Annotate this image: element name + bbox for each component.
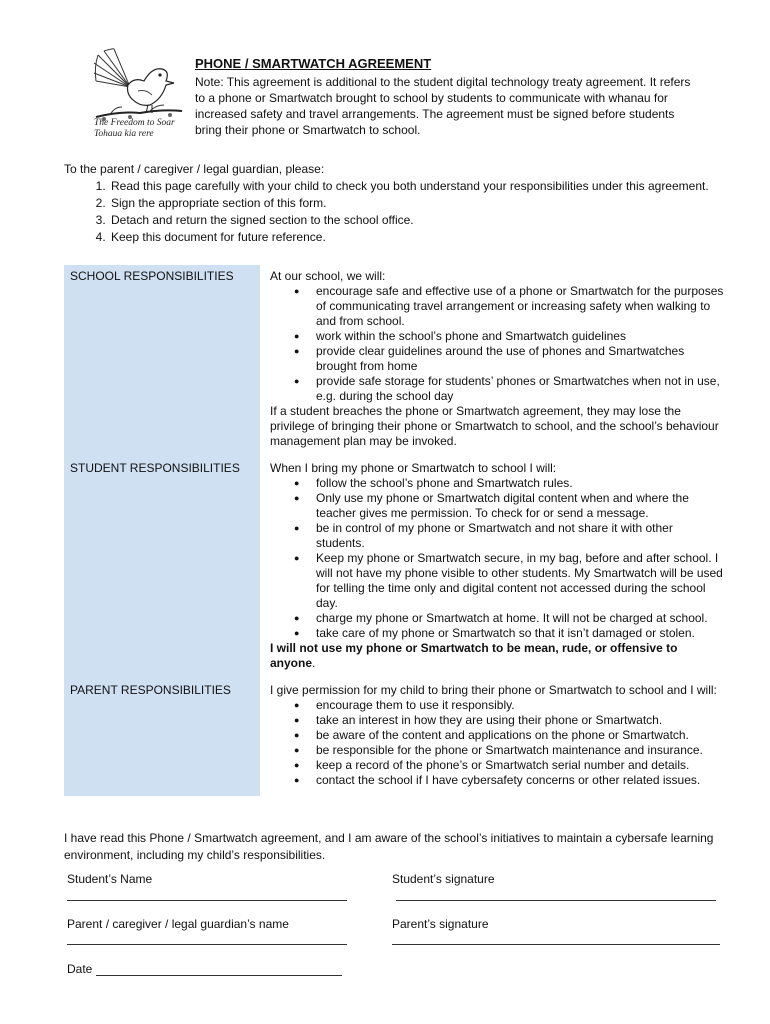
list-item: ● encourage them to use it responsibly. (316, 698, 724, 713)
agreement-note: Note: This agreement is additional to the student digital technology treaty agreement. It refers to a phone or Smartwatch brought to school by students to communicate with whanau for increased safety and travel arrangements. The agreement must be signed before students bring their phone or Smartwatch to school. (195, 75, 691, 137)
list-item: ● take care of my phone or Smartwatch so that it isn’t damaged or stolen. (316, 626, 724, 641)
student-signature-label: Student’s signature (392, 872, 495, 886)
instruction-item: 3. Detach and return the signed section to the school office. (109, 212, 744, 229)
list-item: ● keep a record of the phone’s or Smartwatch serial number and details. (316, 758, 724, 773)
list-item: ● Only use my phone or Smartwatch digital content when and where the teacher gives me permission. To check for or send a message. (316, 491, 724, 521)
parent-lead: I give permission for my child to bring their phone or Smartwatch to school and I will: (270, 683, 717, 697)
list-item: ● charge my phone or Smartwatch at home. It will not be charged at school. (316, 611, 724, 626)
student-footer (270, 641, 724, 671)
parent-name-line[interactable] (67, 944, 347, 945)
student-lead: When I bring my phone or Smartwatch to school I will: (270, 461, 557, 475)
student-list (270, 476, 724, 641)
list-item: ● be aware of the content and applications on the phone or Smartwatch. (316, 728, 724, 743)
school-lead: At our school, we will: (270, 269, 386, 283)
date-label: Date (67, 962, 93, 976)
intro-lead: To the parent / caregiver / legal guardian, please: (64, 162, 325, 176)
school-responsibilities-label: SCHOOL RESPONSIBILITIES (64, 265, 260, 457)
parent-signature-label: Parent’s signature (392, 917, 489, 931)
declaration-text: I have read this Phone / Smartwatch agreement, and I am aware of the school’s initiatives to maintain a cybersafe learning environment, including my child’s responsibilities. (64, 831, 714, 862)
parent-responsibilities-row (64, 679, 728, 796)
list-item: ● be in control of my phone or Smartwatch and not share it with other students. (316, 521, 724, 551)
student-name-label: Student’s Name (67, 872, 153, 886)
list-item: ● take an interest in how they are using their phone or Smartwatch. (316, 713, 724, 728)
parent-signature-line[interactable] (392, 944, 720, 945)
date-line[interactable] (96, 975, 342, 976)
parent-responsibilities-content (260, 679, 728, 796)
list-item: ● provide clear guidelines around the use of phones and Smartwatches brought from home (316, 344, 724, 374)
student-signature-line[interactable] (396, 900, 716, 901)
list-item: ● encourage safe and effective use of a phone or Smartwatch for the purposes of communicating travel arrangement or increasing safety when walking to and from school. (316, 284, 724, 329)
parent-name-label: Parent / caregiver / legal guardian’s name (67, 917, 289, 931)
student-responsibilities-row (64, 457, 728, 679)
instruction-item: 1. Read this page carefully with your child to check you both understand your responsibilities under this agreement. (109, 178, 744, 195)
list-item: ● be responsible for the phone or Smartwatch maintenance and insurance. (316, 743, 724, 758)
logo-caption-line2: Tohaua kia rere (94, 129, 154, 139)
student-name-line[interactable] (67, 900, 347, 901)
school-list (270, 284, 724, 404)
instruction-item: 2. Sign the appropriate section of this form. (109, 195, 744, 212)
list-item: ● Keep my phone or Smartwatch secure, in my bag, before and after school. I will not have my phone visible to other students. My Smartwatch will be used for telling the time only and digital content not accessed during the school day. (316, 551, 724, 611)
responsibilities-table (64, 265, 728, 796)
school-responsibilities-row (64, 265, 728, 457)
list-item: ● work within the school’s phone and Smartwatch guidelines (316, 329, 724, 344)
intro-instructions (64, 161, 744, 246)
instruction-item: 4. Keep this document for future reference. (109, 229, 744, 246)
list-item: ● contact the school if I have cybersafety concerns or other related issues. (316, 773, 724, 788)
parent-responsibilities-label: PARENT RESPONSIBILITIES (64, 679, 260, 796)
school-footer: If a student breaches the phone or Smartwatch agreement, they may lose the privilege of bringing their phone or Smartwatch to school, and the school’s behaviour management plan may be invoked. (270, 404, 719, 448)
instruction-list (64, 178, 744, 246)
student-responsibilities-label: STUDENT RESPONSIBILITIES (64, 457, 260, 679)
list-item: ● follow the school’s phone and Smartwatch rules. (316, 476, 724, 491)
student-footer-end: . (312, 656, 316, 670)
logo-caption-line1: The Freedom to Soar (94, 118, 175, 128)
logo-caption (94, 118, 194, 140)
page-title: PHONE / SMARTWATCH AGREEMENT (195, 56, 432, 71)
student-responsibilities-content (260, 457, 728, 679)
student-footer-bold: I will not use my phone or Smartwatch to be mean, rude, or offensive to anyone (270, 641, 678, 670)
school-responsibilities-content (260, 265, 728, 457)
list-item: ● provide safe storage for students’ phones or Smartwatches when not in use, e.g. during the school day (316, 374, 724, 404)
parent-list (270, 698, 724, 788)
